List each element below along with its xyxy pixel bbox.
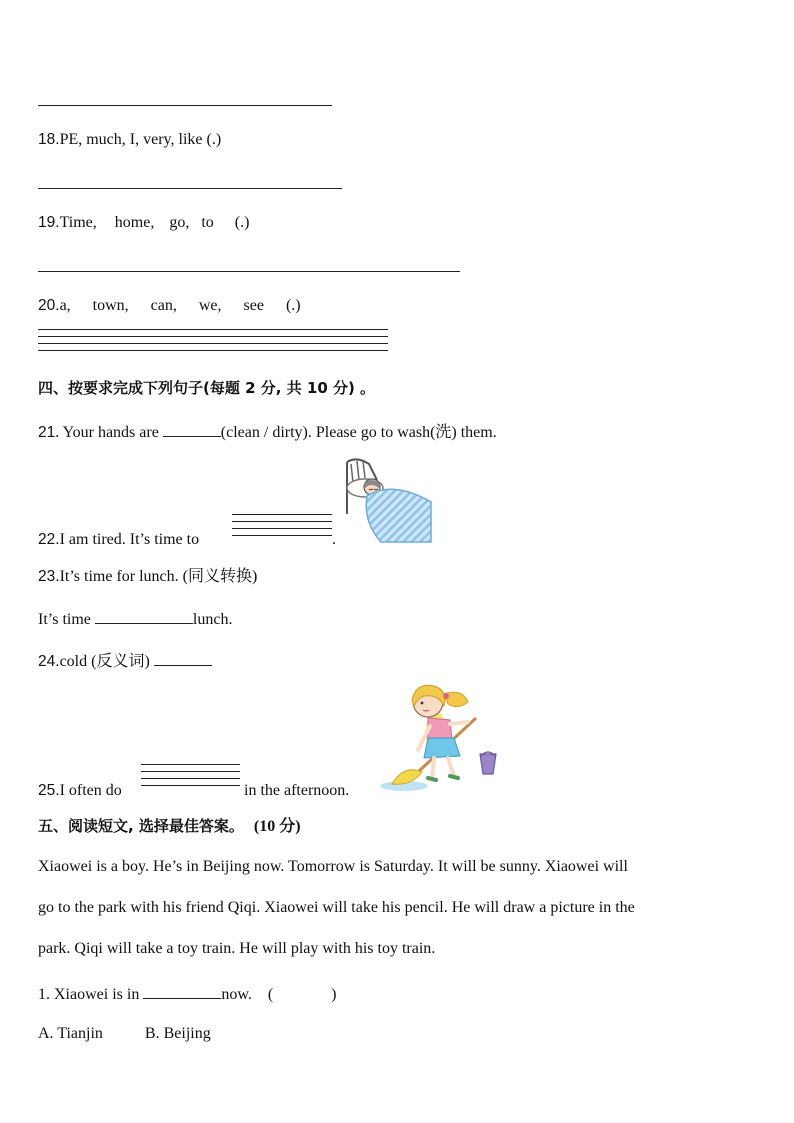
question-22 — [38, 530, 199, 550]
question-20 — [38, 296, 301, 316]
section-4-heading: 四、按要求完成下列句子(每题 2 分, 共 10 分) 。 — [38, 379, 376, 397]
question-number: 22. — [38, 531, 60, 548]
answer-line-17 — [38, 105, 332, 106]
question-number: 23. — [38, 568, 60, 585]
question-number: 21 — [38, 424, 56, 441]
question-25 — [38, 781, 122, 801]
word: can, — [150, 297, 177, 314]
word: see — [243, 297, 264, 314]
answer-blank[interactable] — [143, 983, 221, 999]
question-text: in the afternoon. — [244, 782, 350, 799]
reading-question-1-options — [38, 1024, 211, 1044]
question-text: It’s time for lunch. (同义转换) — [59, 568, 258, 585]
reading-passage — [38, 846, 758, 969]
question-number: 25. — [38, 782, 60, 799]
word: Time, — [59, 214, 97, 231]
question-number: 20. — [38, 297, 60, 314]
answer-line-18 — [38, 188, 342, 189]
question-number: 18. — [38, 131, 60, 148]
question-text: now. — [221, 986, 252, 1003]
girl-mopping-floor-illustration — [378, 680, 503, 795]
word: town, — [92, 297, 129, 314]
word: a, — [59, 297, 71, 314]
girl-sleeping-in-bed-illustration — [343, 456, 433, 546]
word: go, — [169, 214, 190, 231]
word: to — [201, 214, 214, 231]
question-text: I often do — [59, 782, 122, 799]
question-text: PE, much, I, very, like (.) — [59, 131, 222, 148]
passage-line: park. Qiqi will take a toy train. He will play with his toy train. — [38, 940, 436, 957]
question-21 — [38, 421, 497, 443]
answer-prefix: It’s time — [38, 611, 95, 628]
section-title: 五、阅读短文, 选择最佳答案。 — [38, 817, 244, 835]
passage-line: Xiaowei is a boy. He’s in Beijing now. Tomorrow is Saturday. It will be sunny. Xiaowei will — [38, 858, 628, 875]
question-23 — [38, 567, 257, 587]
section-5-heading — [38, 815, 301, 837]
question-text: 1. Xiaowei is in — [38, 986, 144, 1003]
answer-blank[interactable] — [163, 421, 221, 437]
question-23-answer — [38, 608, 232, 630]
question-text: I am tired. It’s time to — [59, 531, 200, 548]
answer-line-19 — [38, 271, 460, 272]
reading-question-1 — [38, 983, 337, 1005]
question-text: . Your hands are — [55, 424, 163, 441]
question-19 — [38, 213, 249, 233]
answer-blank[interactable] — [154, 650, 212, 666]
answer-paren-close: ) — [331, 986, 337, 1003]
question-18 — [38, 130, 221, 150]
question-number: 24. — [38, 653, 60, 670]
question-24 — [38, 650, 212, 672]
period: . — [332, 531, 336, 548]
question-text: cold (反义词) — [59, 653, 154, 670]
writing-lines-25[interactable] — [141, 764, 240, 792]
passage-line: go to the park with his friend Qiqi. Xiaowei will take his pencil. He will draw a picture in the — [38, 899, 635, 916]
word: (.) — [234, 214, 250, 231]
question-text: (clean / dirty). Please go to wash(洗) them. — [220, 424, 497, 441]
option-a[interactable]: A. Tianjin — [38, 1025, 103, 1042]
question-number: 19. — [38, 214, 60, 231]
word: (.) — [285, 297, 301, 314]
word: home, — [114, 214, 155, 231]
answer-suffix: lunch. — [192, 611, 233, 628]
writing-lines-22[interactable] — [232, 514, 332, 542]
answer-paren-open: ( — [267, 986, 274, 1003]
option-b[interactable]: B. Beijing — [144, 1025, 211, 1042]
writing-lines-20 — [38, 329, 388, 357]
section-score: (10 分) — [253, 818, 301, 835]
answer-blank[interactable] — [95, 608, 193, 624]
word: we, — [198, 297, 222, 314]
